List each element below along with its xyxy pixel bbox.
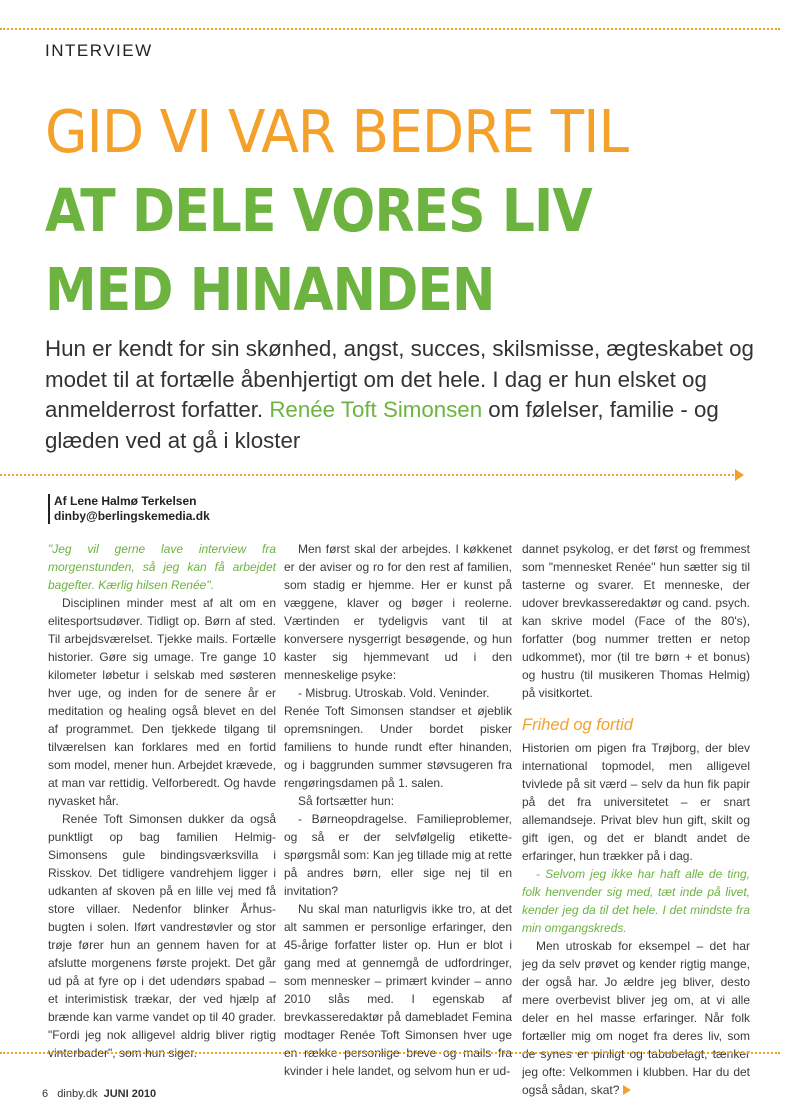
lead-highlight-name: Renée Toft Simonsen bbox=[269, 397, 483, 422]
page-footer bbox=[42, 1088, 156, 1100]
byline bbox=[48, 494, 210, 524]
col2-paragraph-2: - Misbrug. Utroskab. Vold. Veninder. bbox=[298, 686, 490, 700]
headline bbox=[45, 92, 765, 329]
col3-paragraph-1: dannet psykolog, er det først og fremmest som "mennesket Renée" hun sætter sig til tasterne og svarer. Et menneske, der udover brevkasseredaktør og cand. psych. kan skrive model (Face of the 80's), forfatter (bog nummer tretten er netop udkommet), mor (til tre børn + et bonus) og hustru (til musikeren Thomas Helmig) på visitkortet. bbox=[522, 542, 750, 700]
byline-author: Af Lene Halmø Terkelsen bbox=[54, 494, 197, 508]
footer-issue: JUNI 2010 bbox=[103, 1088, 157, 1100]
col2-paragraph-6: Nu skal man naturligvis ikke tro, at det alt sammen er personlige erfaringer, den 45-årige forfatter lister op. Hun er blot i gang med at gennemgå de udfordringer, som mennesker – primært kvinder – anno 2010 slås med. I egenskab af brevkasseredaktør på damebladet Femina modtager Renée Toft Simonsen hver uge en række personlige breve og mails fra kvinder i hele landet, og selvom hun er ud- bbox=[284, 902, 512, 1078]
col1-paragraph-1: Disciplinen minder mest af alt om en elitesportsudøver. Tidligt op. Børn af sted. Til arbejdsværelset. Tjekke mails. Fortælle historier. Gøre sig umage. Tre gange 10 kilometer løbetur i selskab med søsteren hver uge, og inden for de senere år er meditation og healing også blevet en del af programmet. Den tjekkede tilgang til tilværelsen kan forklares med en fortid som model, mener hun. Arbejdet krævede, at man var rettidig. Velforberedt. Og havde nyvasket hår. bbox=[48, 596, 276, 808]
col3-quote: - Selvom jeg ikke har haft alle de ting, folk henvender sig med, tæt inde på livet, kender jeg da til det hele. I det mindste fra min omgangskreds. bbox=[522, 867, 750, 935]
col3-paragraph-2: Historien om pigen fra Trøjborg, der blev international topmodel, men alligevel tvivlede på sit værd – selv da hun fik papir på det fra universitetet – er snart allemandseje. Privat blev hun gift, skilt og gift igen, og det er blandt andet de erfaringer, hun trækker på i dag. bbox=[522, 741, 750, 863]
col2-paragraph-5: - Børneopdragelse. Familieproblemer, og så er der selvfølgelig etikette-spørgsmål som: Kan jeg tillade mig at rette på andres børn, eller sige nej til en invitation? bbox=[284, 812, 512, 898]
continue-arrow-icon bbox=[623, 1085, 631, 1095]
col1-paragraph-2: Renée Toft Simonsen dukker da også punktligt op bag familien Helmig-Simonsens gule bindingsværksvilla i Risskov. Det tidligere vandrehjem ligger i udkanten af skoven på en lille vej med få store villaer. Nedenfor blinker Århus-bugten i solen. Iført vandrestøvler og stor trøje fører hun an gennem haven for at afslutte morgenens første projekt. Det går ud på at fyre op i det udendørs spabad – et interimistisk trækar, der ved hjælp af brænde kan varme vandet op til 40 grader. "Fordi jeg nok alligevel aldrig bliver rigtig vinterbader", som hun siger. bbox=[48, 812, 276, 1060]
bottom-dotted-rule bbox=[0, 1052, 780, 1054]
opening-quote: "Jeg vil gerne lave interview fra morgenstunden, så jeg kan få arbejdet bagefter. Kærlig hilsen Renée". bbox=[48, 542, 276, 592]
subheading: Frihed og fortid bbox=[522, 716, 633, 734]
page-number: 6 bbox=[42, 1088, 49, 1100]
col3-paragraph-3-text: Men utroskab for eksempel – det har jeg da selv prøvet og kender rigtig mange, der også har. Jo ældre jeg bliver, desto mere overbevist bliver jeg om, at vi alle deler en hel masse erfaringer. Når folk fortæller mig om noget fra deres liv, som de synes er pinligt og tabubelagt, tænker jeg ofte: Velkommen i klubben. Har du det også sådan, skat? bbox=[522, 939, 750, 1097]
col2-paragraph-1: Men først skal der arbejdes. I køkkenet er der aviser og ro for den rest af familien, som stadig er hjemme. Her er kunst på væggene, klaver og bøger i reolerne. Værtinden er tydeligvis vant til at konversere nysgerrigt besøgende, og hun kaster sig hjemmevant ud i den menneskelige psyke: bbox=[284, 542, 512, 682]
byline-email[interactable]: dinby@berlingskemedia.dk bbox=[54, 509, 210, 523]
mid-dotted-rule bbox=[0, 474, 734, 476]
section-label: INTERVIEW bbox=[45, 41, 153, 60]
col2-paragraph-4: Så fortsætter hun: bbox=[298, 794, 395, 808]
col3-paragraph-3 bbox=[522, 937, 750, 1099]
lead-text-after: om følelser, familie - og glæden ved at gå i kloster bbox=[45, 397, 719, 453]
lead-text-before: Hun er kendt for sin skønhed, angst, succes, skilsmisse, ægteskabet og modet til at fortælle åbenhjertigt om det hele. I dag er hun elsket og anmelderrost forfatter. bbox=[45, 336, 754, 422]
top-dotted-rule bbox=[0, 28, 780, 30]
headline-line-1: GID VI VAR BEDRE TIL bbox=[45, 97, 629, 166]
article-column-3 bbox=[522, 540, 750, 1099]
lead-paragraph bbox=[45, 334, 765, 456]
mid-arrow-icon bbox=[735, 469, 744, 481]
headline-line-2: AT DELE VORES LIV bbox=[45, 176, 592, 245]
article-column-1 bbox=[48, 540, 276, 1062]
article-column-2 bbox=[284, 540, 512, 1080]
headline-line-3: MED HINANDEN bbox=[45, 255, 495, 324]
col2-paragraph-3: Renée Toft Simonsen standser et øjeblik opremsningen. Under bordet pisker familiens to hunde rundt efter hinanden, og i baggrunden summer støvsugeren fra rengøringsdamen på 1. salen. bbox=[284, 704, 512, 790]
footer-site: dinby.dk bbox=[57, 1088, 98, 1100]
